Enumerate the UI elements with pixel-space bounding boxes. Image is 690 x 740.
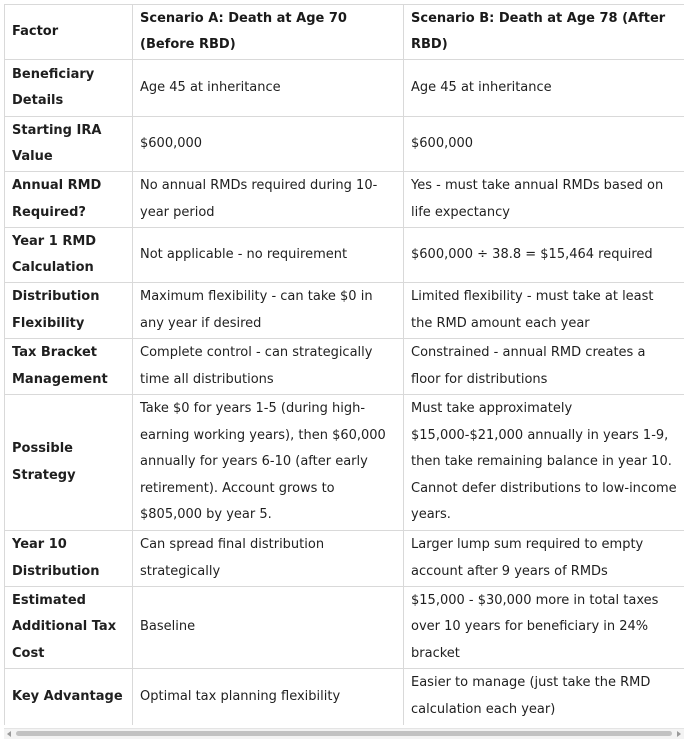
row-factor-cell: Distribution Flexibility <box>5 283 133 339</box>
row-scenario-a-cell: $600,000 <box>133 117 404 172</box>
table-row <box>5 172 685 228</box>
chevron-right-icon[interactable] <box>677 731 681 737</box>
table-row <box>5 531 685 587</box>
chevron-left-icon[interactable] <box>7 731 11 737</box>
table-row <box>5 60 685 117</box>
header-factor: Factor <box>5 5 133 60</box>
table-row <box>5 339 685 395</box>
comparison-table <box>4 4 684 725</box>
row-scenario-a-cell: Complete control - can strategically time all distributions <box>133 339 404 395</box>
header-scenario-b: Scenario B: Death at Age 78 (After RBD) <box>404 5 685 60</box>
row-scenario-b-cell: Must take approximately $15,000-$21,000 annually in years 1-9, then take remaining balance in year 10. Cannot defer distributions to low-income years. <box>404 395 685 531</box>
horizontal-scrollbar[interactable] <box>4 728 684 739</box>
row-scenario-b-cell: Yes - must take annual RMDs based on life expectancy <box>404 172 685 228</box>
row-factor-cell: Key Advantage <box>5 669 133 725</box>
row-factor-cell: Beneficiary Details <box>5 60 133 117</box>
row-factor-cell: Possible Strategy <box>5 395 133 531</box>
header-scenario-a: Scenario A: Death at Age 70 (Before RBD) <box>133 5 404 60</box>
scrollbar-thumb[interactable] <box>16 731 672 736</box>
row-scenario-a-cell: Optimal tax planning flexibility <box>133 669 404 725</box>
row-scenario-a-cell: Age 45 at inheritance <box>133 60 404 117</box>
table-row <box>5 283 685 339</box>
row-factor-cell: Annual RMD Required? <box>5 172 133 228</box>
row-scenario-b-cell: $600,000 ÷ 38.8 = $15,464 required <box>404 228 685 283</box>
row-factor-cell: Starting IRA Value <box>5 117 133 172</box>
table-row <box>5 117 685 172</box>
row-factor-cell: Tax Bracket Management <box>5 339 133 395</box>
row-scenario-b-cell: Limited flexibility - must take at least the RMD amount each year <box>404 283 685 339</box>
row-factor-cell: Year 10 Distribution <box>5 531 133 587</box>
row-scenario-b-cell: Age 45 at inheritance <box>404 60 685 117</box>
row-scenario-a-cell: Not applicable - no requirement <box>133 228 404 283</box>
table-row <box>5 395 685 531</box>
row-factor-cell: Year 1 RMD Calculation <box>5 228 133 283</box>
row-scenario-b-cell: Larger lump sum required to empty account after 9 years of RMDs <box>404 531 685 587</box>
row-scenario-a-cell: No annual RMDs required during 10-year period <box>133 172 404 228</box>
table-row <box>5 669 685 725</box>
comparison-table-container <box>4 4 684 728</box>
row-scenario-a-cell: Maximum flexibility - can take $0 in any year if desired <box>133 283 404 339</box>
table-header-row <box>5 5 685 60</box>
table-row <box>5 587 685 669</box>
row-scenario-b-cell: $15,000 - $30,000 more in total taxes over 10 years for beneficiary in 24% bracket <box>404 587 685 669</box>
row-scenario-b-cell: $600,000 <box>404 117 685 172</box>
row-scenario-a-cell: Take $0 for years 1-5 (during high-earning working years), then $60,000 annually for years 6-10 (after early retirement). Account grows to $805,000 by year 5. <box>133 395 404 531</box>
row-scenario-a-cell: Baseline <box>133 587 404 669</box>
row-scenario-b-cell: Constrained - annual RMD creates a floor for distributions <box>404 339 685 395</box>
row-scenario-b-cell: Easier to manage (just take the RMD calculation each year) <box>404 669 685 725</box>
table-row <box>5 228 685 283</box>
row-factor-cell: Estimated Additional Tax Cost <box>5 587 133 669</box>
row-scenario-a-cell: Can spread final distribution strategically <box>133 531 404 587</box>
